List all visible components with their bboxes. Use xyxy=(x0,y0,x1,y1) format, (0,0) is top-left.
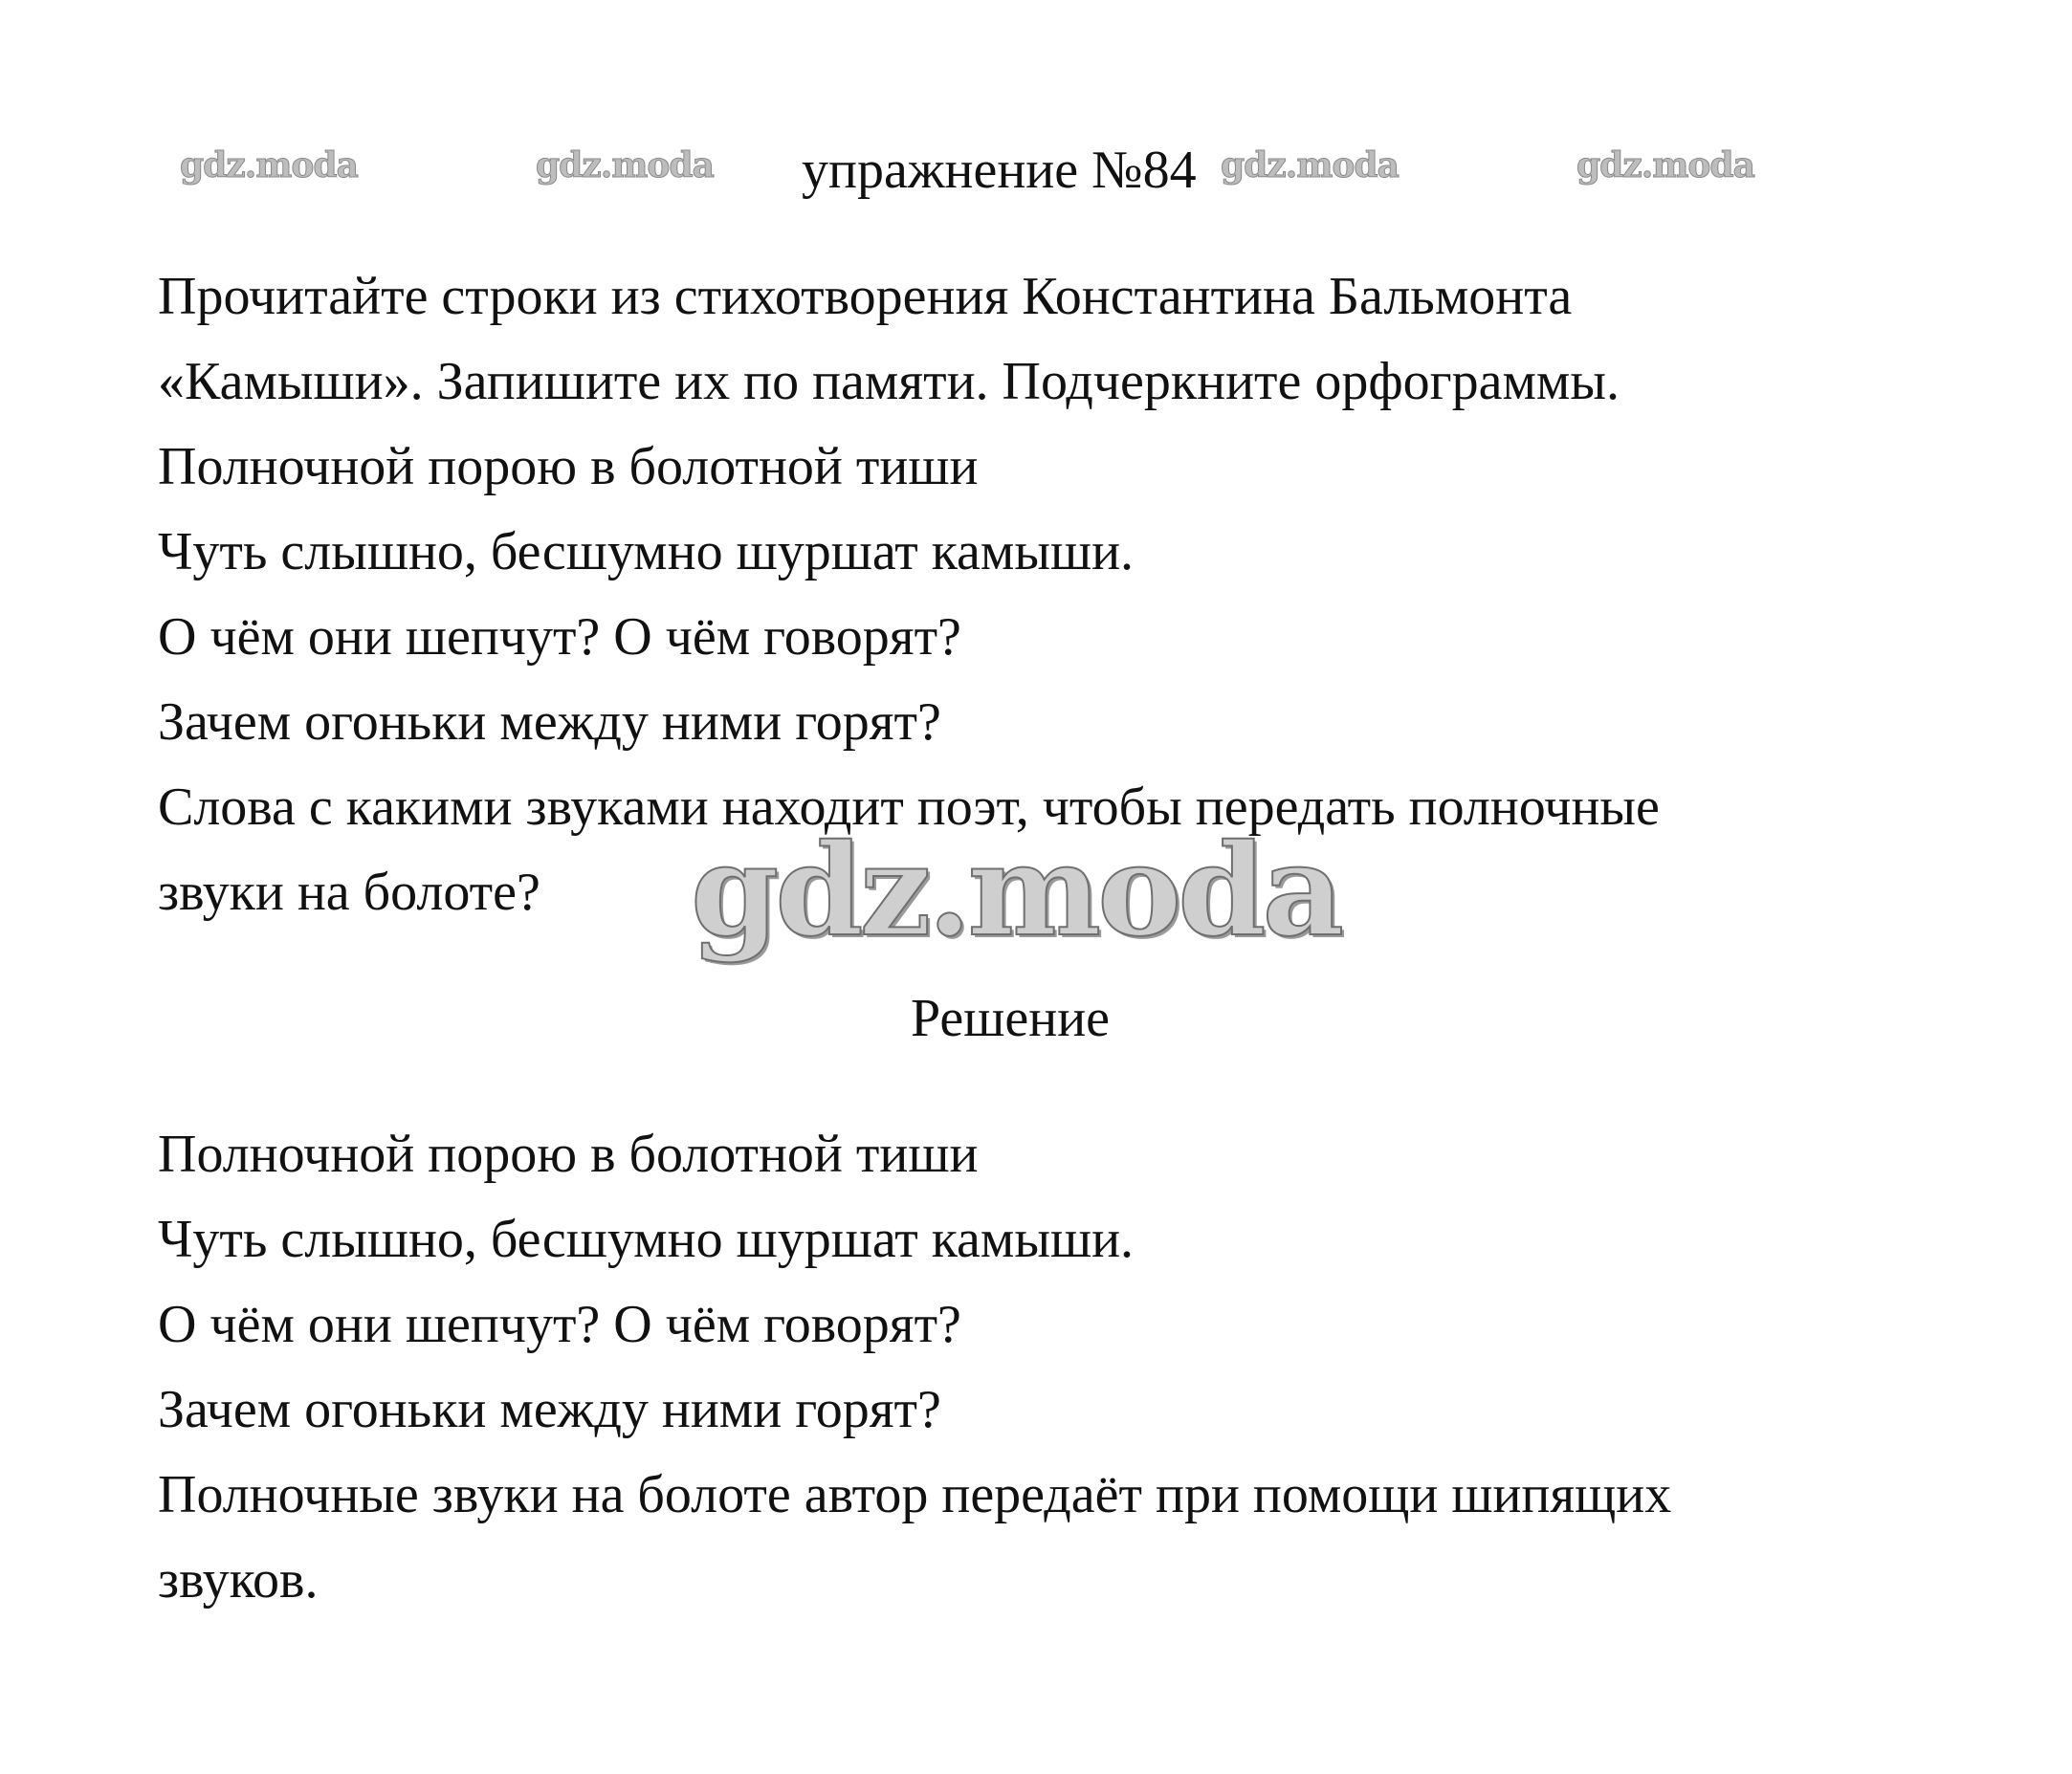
solution-line: Зачем огоньки между ними горят? xyxy=(158,1380,941,1439)
solution-line: Полночные звуки на болоте автор передаёт при помощи шипящих xyxy=(158,1465,1672,1524)
solution-line: Чуть слышно, бесшумно шуршат камыши. xyxy=(158,1210,1135,1269)
watermark-small: gdz.moda xyxy=(536,145,714,186)
watermark-large: gdz.moda xyxy=(691,817,1341,965)
task-line: Зачем огоньки между ними горят? xyxy=(158,692,941,752)
task-line: Чуть слышно, бесшумно шуршат камыши. xyxy=(158,522,1135,581)
watermark-small: gdz.moda xyxy=(1576,145,1754,186)
task-line: Слова с какими звуками находит поэт, чтобы передать полночные xyxy=(158,777,1660,837)
solution-line: звуков. xyxy=(158,1550,319,1610)
watermark-small: gdz.moda xyxy=(180,145,358,186)
solution-line: О чём они шепчут? О чём говорят? xyxy=(158,1295,961,1354)
solution-heading: Решение xyxy=(910,989,1111,1048)
solution-line: Полночной порою в болотной тиши xyxy=(158,1125,979,1184)
task-line: звуки на болоте? xyxy=(158,863,540,922)
task-line: Прочитайте строки из стихотворения Константина Бальмонта xyxy=(158,267,1573,326)
exercise-title: упражнение №84 xyxy=(802,141,1197,200)
task-line: Полночной порою в болотной тиши xyxy=(158,437,979,496)
task-line: О чём они шепчут? О чём говорят? xyxy=(158,607,961,667)
watermark-small: gdz.moda xyxy=(1221,145,1399,186)
task-line: «Камыши». Запишите их по памяти. Подчеркните орфограммы. xyxy=(158,352,1620,411)
